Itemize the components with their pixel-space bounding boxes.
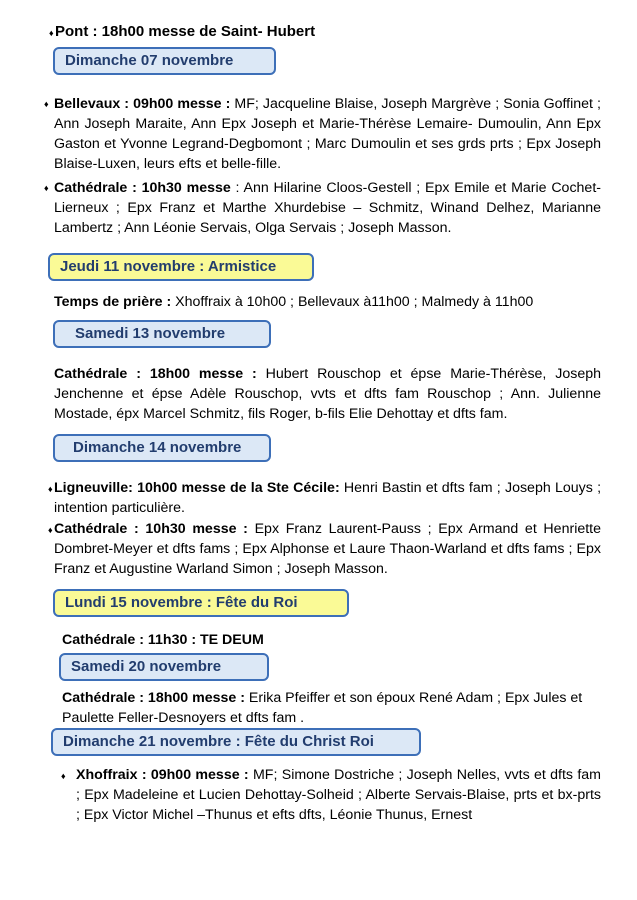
tedeum-label: Cathédrale : 11h30 : TE DEUM <box>62 632 264 648</box>
bellevaux-text: MF; Jacqueline Blaise, Joseph Margrève ; Sonia Goffinet ; Ann Joseph Maraite, Ann Epx Joseph et Marie-Thérèse Lemaire- Dumoulin, Ann Epx Gaston et Yvonne Legrand-Degbomont ; Marc Dumoulin et ses grds prts ; Epx Joseph Blaise-Luxen, leurs efts et belle-fille. <box>54 96 601 172</box>
header-dimanche-21: Dimanche 21 novembre : Fête du Christ Roi <box>51 728 421 756</box>
header-dimanche-14: Dimanche 14 novembre <box>53 434 271 462</box>
pont-line <box>55 22 615 42</box>
cathedrale-1030b-label: Cathédrale : 10h30 messe : <box>54 521 248 537</box>
cathedrale-1030-text: : Ann Hilarine Cloos-Gestell ; Epx Emile et Marie Cochet-Lierneux ; Epx Franz et Marthe Xhurdebise – Schmitz, Winand Delhez, Marianne Lambertz ; Ann Léonie Servais, Olga Servais ; Joseph Masson. <box>54 180 601 236</box>
header-dimanche-07: Dimanche 07 novembre <box>53 47 276 75</box>
cathedrale-1800b-text: Erika Pfeiffer et son époux René Adam ; Epx Jules et Paulette Feller-Desnoyers et dfts fam . <box>62 690 583 726</box>
bullet-icon: ♦ <box>44 183 49 193</box>
header-jeudi-11: Jeudi 11 novembre : Armistice <box>48 253 314 281</box>
bellevaux-label: Bellevaux : 09h00 messe : <box>54 96 231 112</box>
bullet-icon: ♦ <box>61 771 66 781</box>
cathedrale-1030b-paragraph <box>54 519 601 579</box>
cathedrale-1030b-text: Epx Franz Laurent-Pauss ; Epx Armand et Henriette Dombret-Meyer et dfts fams ; Epx Alphonse et Laure Thaon-Warland et dfts fams ; Epx Franz et Augustine Warland Simon ; Joseph Masson. <box>54 521 602 577</box>
header-lundi-15: Lundi 15 novembre : Fête du Roi <box>53 589 349 617</box>
cathedrale-1030-label: Cathédrale : 10h30 messe <box>54 180 231 196</box>
xhoffraix-text: MF; Simone Dostriche ; Joseph Nelles, vvts et dfts fam ; Epx Madeleine et Lucien Dehottay-Solheid ; Alberte Servais-Blaise, prts et bx-prts ; Epx Victor Michel –Thunus et efts dfts, Léonie Thunus, Ernest <box>76 767 601 823</box>
priere-label: Temps de prière : <box>54 294 172 310</box>
cathedrale-1800-text: Hubert Rouschop et épse Marie-Thérèse, Joseph Jenchenne et épse Adèle Rouschop, vvts et dfts fam Rouschop ; Ann. Julienne Mostade, épx Marcel Schmitz, fils Roger, b-fils Elie Dehottay et dfts fam. <box>54 366 602 422</box>
header-samedi-20: Samedi 20 novembre <box>59 653 269 681</box>
bullet-icon: ♦ <box>44 99 49 109</box>
cathedrale-1800b-paragraph <box>62 688 602 728</box>
ligneuville-text: Henri Bastin et dfts fam ; Joseph Louys ; intention particulière. <box>54 480 602 516</box>
xhoffraix-label: Xhoffraix : 09h00 messe : <box>76 767 249 783</box>
bullet-icon: ♦ <box>49 28 54 38</box>
bellevaux-paragraph <box>54 94 601 174</box>
bullet-icon: ♦ <box>48 484 53 494</box>
priere-text: Xhoffraix à 10h00 ; Bellevaux à11h00 ; Malmedy à 11h00 <box>171 294 534 310</box>
ligneuville-paragraph <box>54 478 601 518</box>
priere-line <box>54 292 614 312</box>
ligneuville-label: Ligneuville: 10h00 messe de la Ste Cécile: <box>54 480 340 496</box>
pont-label: Pont : 18h00 messe de Saint- Hubert <box>55 23 316 40</box>
cathedrale-1030-paragraph <box>54 178 601 238</box>
header-samedi-13: Samedi 13 novembre <box>53 320 271 348</box>
tedeum-line <box>62 630 602 650</box>
xhoffraix-paragraph <box>76 765 601 825</box>
cathedrale-1800-paragraph <box>54 364 601 424</box>
cathedrale-1800-label: Cathédrale : 18h00 messe : <box>54 366 257 382</box>
bullet-icon: ♦ <box>48 525 53 535</box>
cathedrale-1800b-label: Cathédrale : 18h00 messe : <box>62 690 245 706</box>
